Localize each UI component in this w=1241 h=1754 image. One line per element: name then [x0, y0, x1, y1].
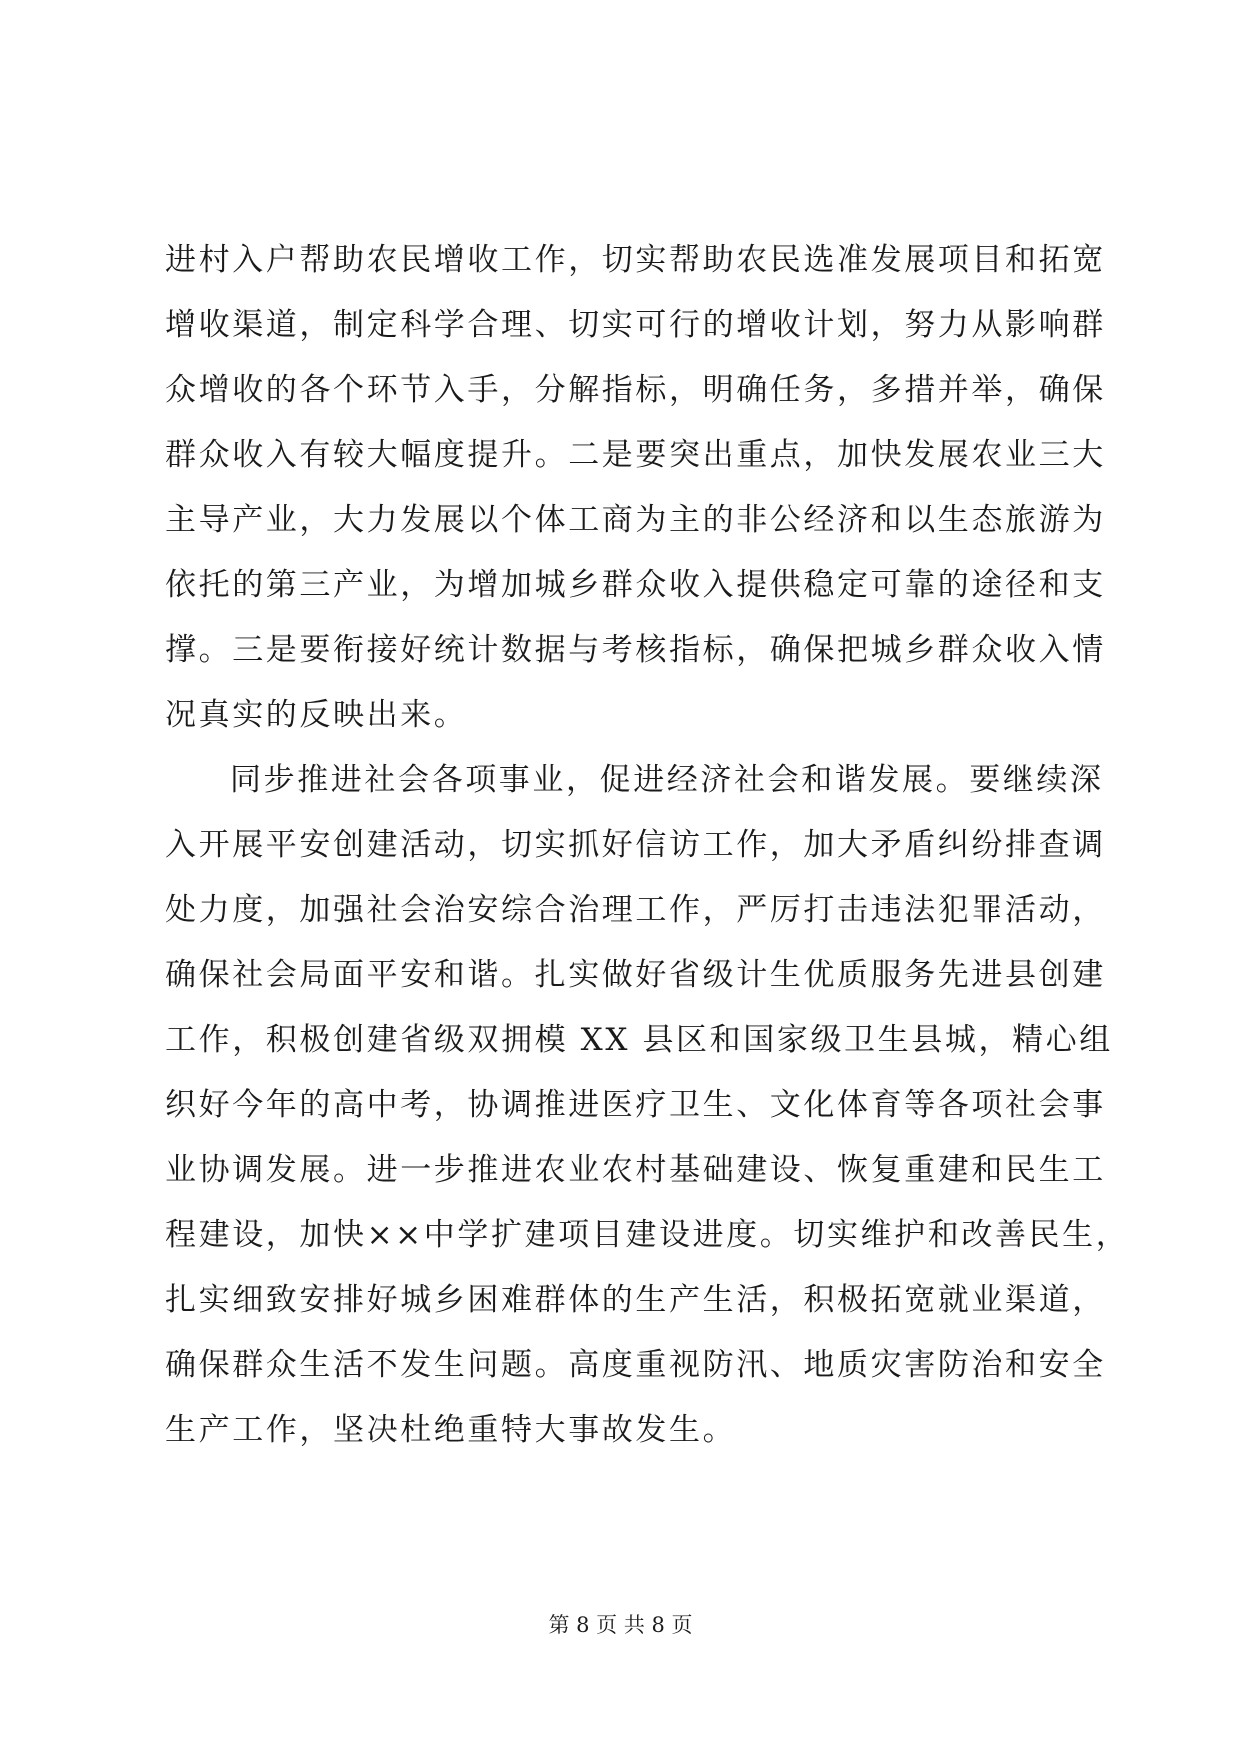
page-number: 第 8 页 共 8 页 — [548, 1613, 693, 1637]
paragraph-line: 主导产业，大力发展以个体工商为主的非公经济和以生态旅游为 — [165, 502, 1106, 538]
paragraph-line: 程建设，加快××中学扩建项目建设进度。切实维护和改善民生， — [165, 1217, 1130, 1253]
paragraph-line: 撑。三是要衔接好统计数据与考核指标，确保把城乡群众收入情 — [165, 632, 1106, 668]
paragraph-line: 同步推进社会各项事业，促进经济社会和谐发展。要继续深 — [230, 762, 1104, 798]
page-footer — [0, 1610, 1241, 1640]
paragraph-social-undertakings — [165, 748, 1130, 1463]
paragraph-income — [165, 228, 1106, 748]
paragraph-line: 群众收入有较大幅度提升。二是要突出重点，加快发展农业三大 — [165, 437, 1106, 473]
paragraph-line: 生产工作，坚决杜绝重特大事故发生。 — [165, 1412, 737, 1448]
paragraph-line: 工作，积极创建省级双拥模 XX 县区和国家级卫生县城，精心组 — [165, 1022, 1113, 1058]
paragraph-line: 处力度，加强社会治安综合治理工作，严厉打击违法犯罪活动， — [165, 892, 1106, 928]
paragraph-line: 业协调发展。进一步推进农业农村基础建设、恢复重建和民生工 — [165, 1152, 1106, 1188]
paragraph-line: 增收渠道，制定科学合理、切实可行的增收计划，努力从影响群 — [165, 307, 1106, 343]
paragraph-line: 入开展平安创建活动，切实抓好信访工作，加大矛盾纠纷排查调 — [165, 827, 1106, 863]
paragraph-line: 况真实的反映出来。 — [165, 697, 468, 733]
paragraph-line: 进村入户帮助农民增收工作，切实帮助农民选准发展项目和拓宽 — [165, 242, 1106, 278]
paragraph-line: 确保群众生活不发生问题。高度重视防汛、地质灾害防治和安全 — [165, 1347, 1106, 1383]
paragraph-line: 扎实细致安排好城乡困难群体的生产生活，积极拓宽就业渠道， — [165, 1282, 1106, 1318]
paragraph-line: 众增收的各个环节入手，分解指标，明确任务，多措并举，确保 — [165, 372, 1106, 408]
paragraph-line: 织好今年的高中考，协调推进医疗卫生、文化体育等各项社会事 — [165, 1087, 1106, 1123]
body-text — [165, 228, 1130, 1463]
paragraph-line: 确保社会局面平安和谐。扎实做好省级计生优质服务先进县创建 — [165, 957, 1106, 993]
paragraph-line: 依托的第三产业，为增加城乡群众收入提供稳定可靠的途径和支 — [165, 567, 1106, 603]
